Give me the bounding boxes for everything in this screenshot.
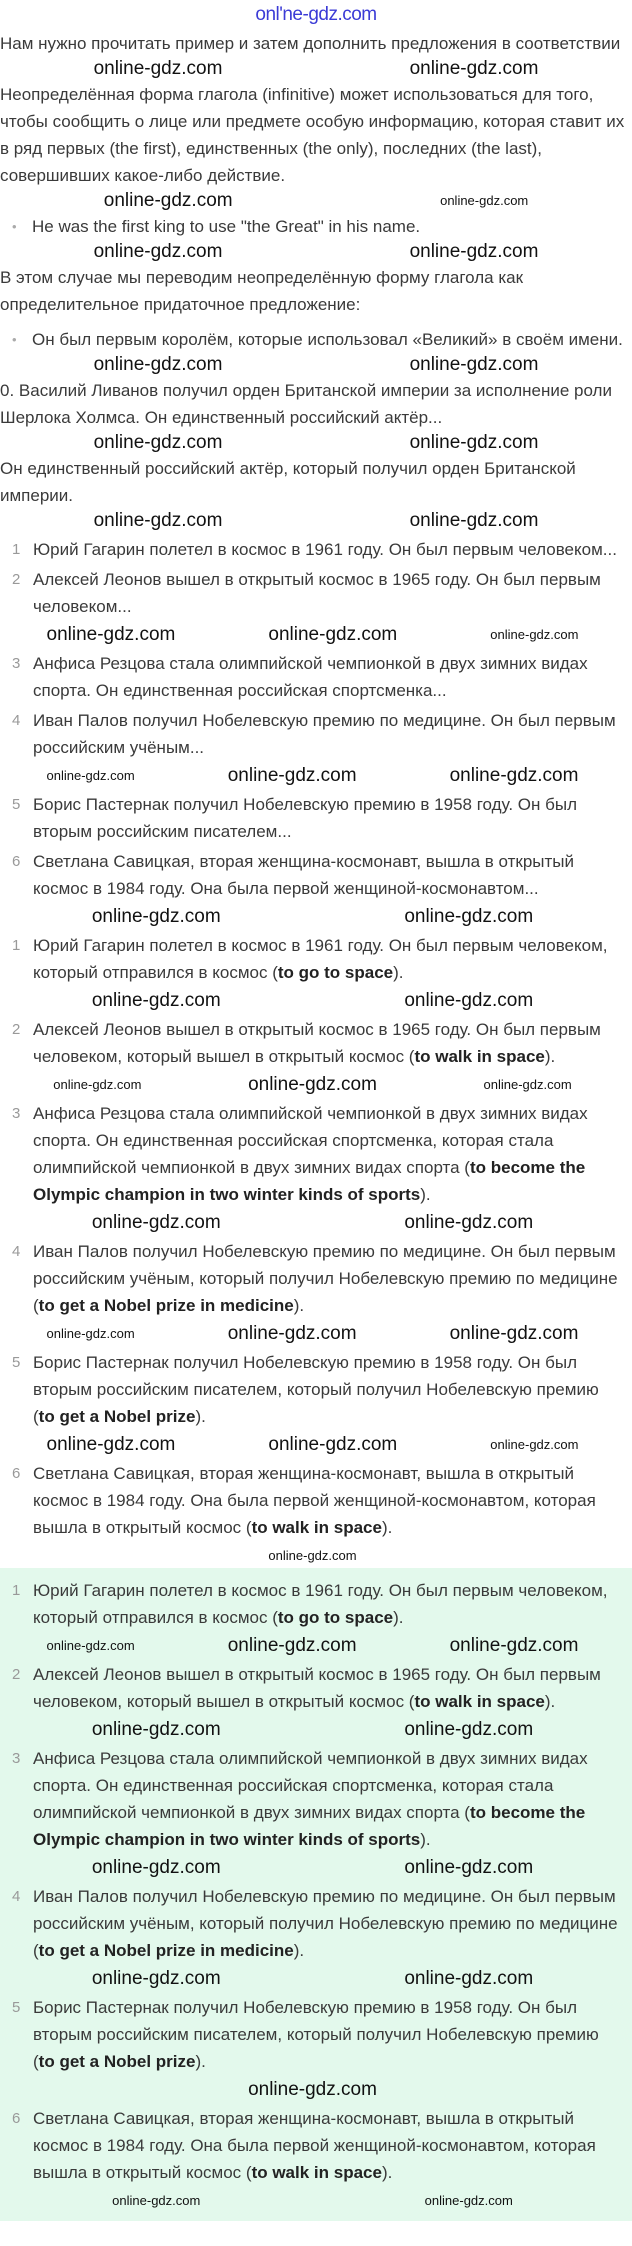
intro-text: Нам нужно прочитать пример и затем дополнить предложения в соответствии xyxy=(0,34,621,53)
watermark: online-gdz.com xyxy=(424,2193,513,2208)
answer-text: Светлана Савицкая, вторая женщина-космонавт, вышла в открытый космос в 1984 году. Она была первой женщиной-космонавтом, которая вышла в открытый космос ( xyxy=(33,2109,596,2182)
answer-phrase: to go to space xyxy=(277,1608,394,1627)
answer-text: ). xyxy=(544,1047,556,1066)
answer-text: Анфиса Резцова стала олимпийской чемпионкой в двух зимних видах спорта. Он единственная российская спортсменка, которая стала олимпийской чемпионкой в двух зимних видах спорта ( xyxy=(33,1749,588,1822)
watermark: online-gdz.com xyxy=(93,58,223,79)
watermark: online-gdz.com xyxy=(409,241,539,262)
watermark: online-gdz.com xyxy=(91,1857,221,1878)
answer-phrase: to get a Nobel prize xyxy=(38,2052,196,2071)
item-number: 1 xyxy=(12,1582,21,1599)
watermark-row-item xyxy=(0,2189,625,2213)
watermark: online-gdz.com xyxy=(483,1077,572,1092)
watermark-row xyxy=(0,1211,625,1235)
watermark: online-gdz.com xyxy=(91,1212,221,1233)
question-item xyxy=(0,566,625,620)
answer-item xyxy=(0,1238,625,1319)
question-item xyxy=(0,791,625,845)
question-text: Анфиса Резцова стала олимпийской чемпионкой в двух зимних видах спорта. Он единственная российская спортсменка... xyxy=(33,654,588,700)
answer-item xyxy=(0,1016,625,1070)
answer-text: Борис Пастернак получил Нобелевскую премию в 1958 году. Он был вторым российским писателем, который получил Нобелевскую премию ( xyxy=(33,1998,599,2071)
answer-list xyxy=(0,932,625,1568)
answer-text: Анфиса Резцова стала олимпийской чемпионкой в двух зимних видах спорта. Он единственная российская спортсменка, которая стала олимпийской чемпионкой в двух зимних видах спорта ( xyxy=(33,1104,588,1177)
answer-item xyxy=(0,2105,625,2186)
watermark-row-item xyxy=(0,989,625,1013)
watermark-row-item xyxy=(0,905,625,929)
watermark-row-item xyxy=(0,2078,625,2102)
watermark-row-item xyxy=(0,1544,625,1568)
answer-text: ). xyxy=(420,1830,431,1849)
watermark-row xyxy=(0,989,625,1013)
watermark: online-gdz.com xyxy=(449,1323,579,1344)
watermark: online-gdz.com xyxy=(404,990,534,1011)
answer-text: ). xyxy=(544,1692,556,1711)
watermark: online-gdz.com xyxy=(404,906,534,927)
item-number: 4 xyxy=(12,712,21,729)
answer-phrase: to go to space xyxy=(277,963,394,982)
watermark-row xyxy=(0,431,632,455)
answer-item xyxy=(0,1460,625,1541)
item-number: 1 xyxy=(12,541,21,558)
item-number: 2 xyxy=(12,571,21,588)
watermark-row-item xyxy=(0,1856,625,1880)
answer-item xyxy=(0,1661,625,1715)
answer-item xyxy=(0,1883,625,1964)
watermark: online-gdz.com xyxy=(409,354,539,375)
answer-phrase: to walk in space xyxy=(414,1047,545,1066)
watermark-row-item xyxy=(0,1433,625,1457)
watermark: online-gdz.com xyxy=(93,432,223,453)
question-item xyxy=(0,707,625,761)
example-russian: Он был первым королём, которые использовал «Великий» в своём имени. xyxy=(32,330,623,349)
watermark: online-gdz.com xyxy=(449,765,579,786)
answer-text: Борис Пастернак получил Нобелевскую премию в 1958 году. Он был вторым российским писателем, который получил Нобелевскую премию ( xyxy=(33,1353,599,1426)
item-number: 6 xyxy=(12,2110,21,2127)
example-zero: 0. Василий Ливанов получил орден Британской империи за исполнение роли Шерлока Холмса. Он единственный российский актёр... xyxy=(0,381,612,427)
answer-phrase: to become the Olympic champion in two winter kinds of sports xyxy=(33,1803,586,1849)
watermark: online-gdz.com xyxy=(404,1212,534,1233)
answer-phrase: to get a Nobel prize in medicine xyxy=(38,1941,294,1960)
answer-text: Юрий Гагарин полетел в космос в 1961 году. Он был первым человеком, который отправился в космос ( xyxy=(33,1581,608,1627)
answer-text: ). xyxy=(420,1185,431,1204)
watermark: online-gdz.com xyxy=(490,627,579,642)
example-russian-item xyxy=(12,326,632,353)
watermark-row xyxy=(0,764,625,788)
watermark-row xyxy=(0,57,632,81)
item-number: 1 xyxy=(12,937,21,954)
example-english: He was the first king to use "the Great" in his name. xyxy=(32,217,421,236)
watermark: online-gdz.com xyxy=(91,1719,221,1740)
item-number: 3 xyxy=(12,655,21,672)
watermark-row-item xyxy=(0,1967,625,1991)
watermark: online-gdz.com xyxy=(227,1635,357,1656)
answer-highlight-block xyxy=(0,1568,632,2221)
item-number: 2 xyxy=(12,1021,21,1038)
watermark: online-gdz.com xyxy=(93,354,223,375)
watermark-row xyxy=(0,623,625,647)
watermark-row-item xyxy=(0,1211,625,1235)
answer-text: Светлана Савицкая, вторая женщина-космонавт, вышла в открытый космос в 1984 году. Она была первой женщиной-космонавтом, которая вышла в открытый космос ( xyxy=(33,1464,596,1537)
answer-text: ). xyxy=(393,1608,404,1627)
watermark: online-gdz.com xyxy=(409,510,539,531)
watermark: online-gdz.com xyxy=(404,1719,534,1740)
watermark-row xyxy=(0,1322,625,1346)
answer-text: Алексей Леонов вышел в открытый космос в 1965 году. Он был первым человеком, который вышел в открытый космос ( xyxy=(33,1020,601,1066)
watermark-row xyxy=(0,1544,625,1568)
watermark-row-item xyxy=(0,1322,625,1346)
watermark: online-gdz.com xyxy=(53,1077,142,1092)
watermark: online-gdz.com xyxy=(46,1326,135,1341)
answer-text: ). xyxy=(381,2163,393,2182)
answer-text: ). xyxy=(381,1518,393,1537)
watermark-row xyxy=(0,509,632,533)
watermark: online-gdz.com xyxy=(93,241,223,262)
question-list xyxy=(0,536,625,929)
watermark: online-gdz.com xyxy=(227,765,357,786)
watermark: online-gdz.com xyxy=(404,1968,534,1989)
watermark: online-gdz.com xyxy=(93,510,223,531)
watermark: online-gdz.com xyxy=(46,1638,135,1653)
watermark: online-gdz.com xyxy=(227,1323,357,1344)
answer-text: ). xyxy=(195,1407,206,1426)
watermark-row-item xyxy=(0,1634,625,1658)
watermark-row xyxy=(0,2189,625,2213)
watermark-row xyxy=(0,905,625,929)
answer-item xyxy=(0,1577,625,1631)
question-text: Алексей Леонов вышел в открытый космос в 1965 году. Он был первым человеком... xyxy=(33,570,601,616)
answer-text: ). xyxy=(293,1296,305,1315)
item-number: 2 xyxy=(12,1666,21,1683)
question-item xyxy=(0,650,625,704)
example-english-item xyxy=(12,213,632,240)
question-text: Иван Палов получил Нобелевскую премию по медицине. Он был первым российским учёным... xyxy=(33,711,616,757)
question-item xyxy=(0,536,625,563)
item-number: 5 xyxy=(12,1354,21,1371)
watermark: online-gdz.com xyxy=(404,1857,534,1878)
answer-item xyxy=(0,1994,625,2075)
watermark: online-gdz.com xyxy=(91,1968,221,1989)
answer-text: ). xyxy=(293,1941,305,1960)
item-number: 5 xyxy=(12,796,21,813)
watermark: online-gdz.com xyxy=(46,768,135,783)
grammar-explanation: Неопределённая форма глагола (infinitive) может использоваться для того, чтобы сообщить о лице или предмете особую информацию, которая ставит их в ряд первых (the first), единственных (the only), последних (the last), совершивших какое-либо действие. xyxy=(0,85,625,185)
watermark-row xyxy=(0,1967,625,1991)
watermark-row xyxy=(0,2078,625,2102)
bullet-icon: • xyxy=(12,332,17,347)
answer-text: Иван Палов получил Нобелевскую премию по медицине. Он был первым российским учёным, который получил Нобелевскую премию по медицине ( xyxy=(33,1242,618,1315)
item-number: 3 xyxy=(12,1750,21,1767)
answer-text: Иван Палов получил Нобелевскую премию по медицине. Он был первым российским учёным, который получил Нобелевскую премию по медицине ( xyxy=(33,1887,618,1960)
watermark: online-gdz.com xyxy=(248,2079,377,2100)
item-number: 5 xyxy=(12,1999,21,2016)
answer-phrase: to become the Olympic champion in two winter kinds of sports xyxy=(33,1158,586,1204)
watermark: online-gdz.com xyxy=(490,1437,579,1452)
highlighted-answer-list xyxy=(0,1577,625,2213)
bullet-icon: • xyxy=(12,219,17,234)
question-text: Светлана Савицкая, вторая женщина-космонавт, вышла в открытый космос в 1984 году. Она была первой женщиной-космонавтом... xyxy=(33,852,575,898)
answer-item xyxy=(0,1349,625,1430)
watermark: online-gdz.com xyxy=(248,1074,377,1095)
header-watermark: onl'ne-gdz.com xyxy=(255,4,377,25)
watermark: online-gdz.com xyxy=(46,1434,176,1455)
watermark-row xyxy=(0,1073,625,1097)
watermark-row-item xyxy=(0,1718,625,1742)
example-zero-answer: Он единственный российский актёр, который получил орден Британской империи. xyxy=(0,459,576,505)
item-number: 4 xyxy=(12,1888,21,1905)
item-number: 3 xyxy=(12,1105,21,1122)
watermark: online-gdz.com xyxy=(268,1548,357,1563)
watermark-row-item xyxy=(0,623,625,647)
question-item xyxy=(0,848,625,902)
item-number: 6 xyxy=(12,853,21,870)
watermark-row xyxy=(0,189,632,213)
answer-phrase: to get a Nobel prize in medicine xyxy=(38,1296,294,1315)
answer-item xyxy=(0,1745,625,1853)
watermark-row xyxy=(0,1856,625,1880)
translation-explanation: В этом случае мы переводим неопределённую форму глагола как определительное придаточное предложение: xyxy=(0,268,524,314)
answer-phrase: to walk in space xyxy=(251,2163,382,2182)
watermark: online-gdz.com xyxy=(46,624,176,645)
watermark-row xyxy=(0,353,632,377)
answer-phrase: to walk in space xyxy=(251,1518,382,1537)
watermark: online-gdz.com xyxy=(103,190,233,211)
answer-text: ). xyxy=(393,963,404,982)
watermark-row-item xyxy=(0,764,625,788)
watermark: online-gdz.com xyxy=(268,1434,398,1455)
watermark-row xyxy=(0,1718,625,1742)
answer-text: Юрий Гагарин полетел в космос в 1961 году. Он был первым человеком, который отправился в космос ( xyxy=(33,936,608,982)
item-number: 6 xyxy=(12,1465,21,1482)
watermark-row xyxy=(0,1433,625,1457)
answer-phrase: to walk in space xyxy=(414,1692,545,1711)
item-number: 4 xyxy=(12,1243,21,1260)
answer-item xyxy=(0,1100,625,1208)
answer-item xyxy=(0,932,625,986)
watermark-row xyxy=(0,1634,625,1658)
answer-text: Алексей Леонов вышел в открытый космос в 1965 году. Он был первым человеком, который вышел в открытый космос ( xyxy=(33,1665,601,1711)
watermark: online-gdz.com xyxy=(409,58,539,79)
watermark-row-item xyxy=(0,1073,625,1097)
watermark: online-gdz.com xyxy=(440,193,529,208)
answer-text: ). xyxy=(195,2052,206,2071)
watermark: online-gdz.com xyxy=(449,1635,579,1656)
watermark: online-gdz.com xyxy=(409,432,539,453)
question-text: Борис Пастернак получил Нобелевскую премию в 1958 году. Он был вторым российским писателем... xyxy=(33,795,577,841)
watermark-row xyxy=(0,240,632,264)
watermark: online-gdz.com xyxy=(91,906,221,927)
watermark: online-gdz.com xyxy=(268,624,398,645)
watermark: online-gdz.com xyxy=(91,990,221,1011)
answer-phrase: to get a Nobel prize xyxy=(38,1407,196,1426)
watermark: online-gdz.com xyxy=(112,2193,201,2208)
question-text: Юрий Гагарин полетел в космос в 1961 году. Он был первым человеком... xyxy=(33,540,617,559)
